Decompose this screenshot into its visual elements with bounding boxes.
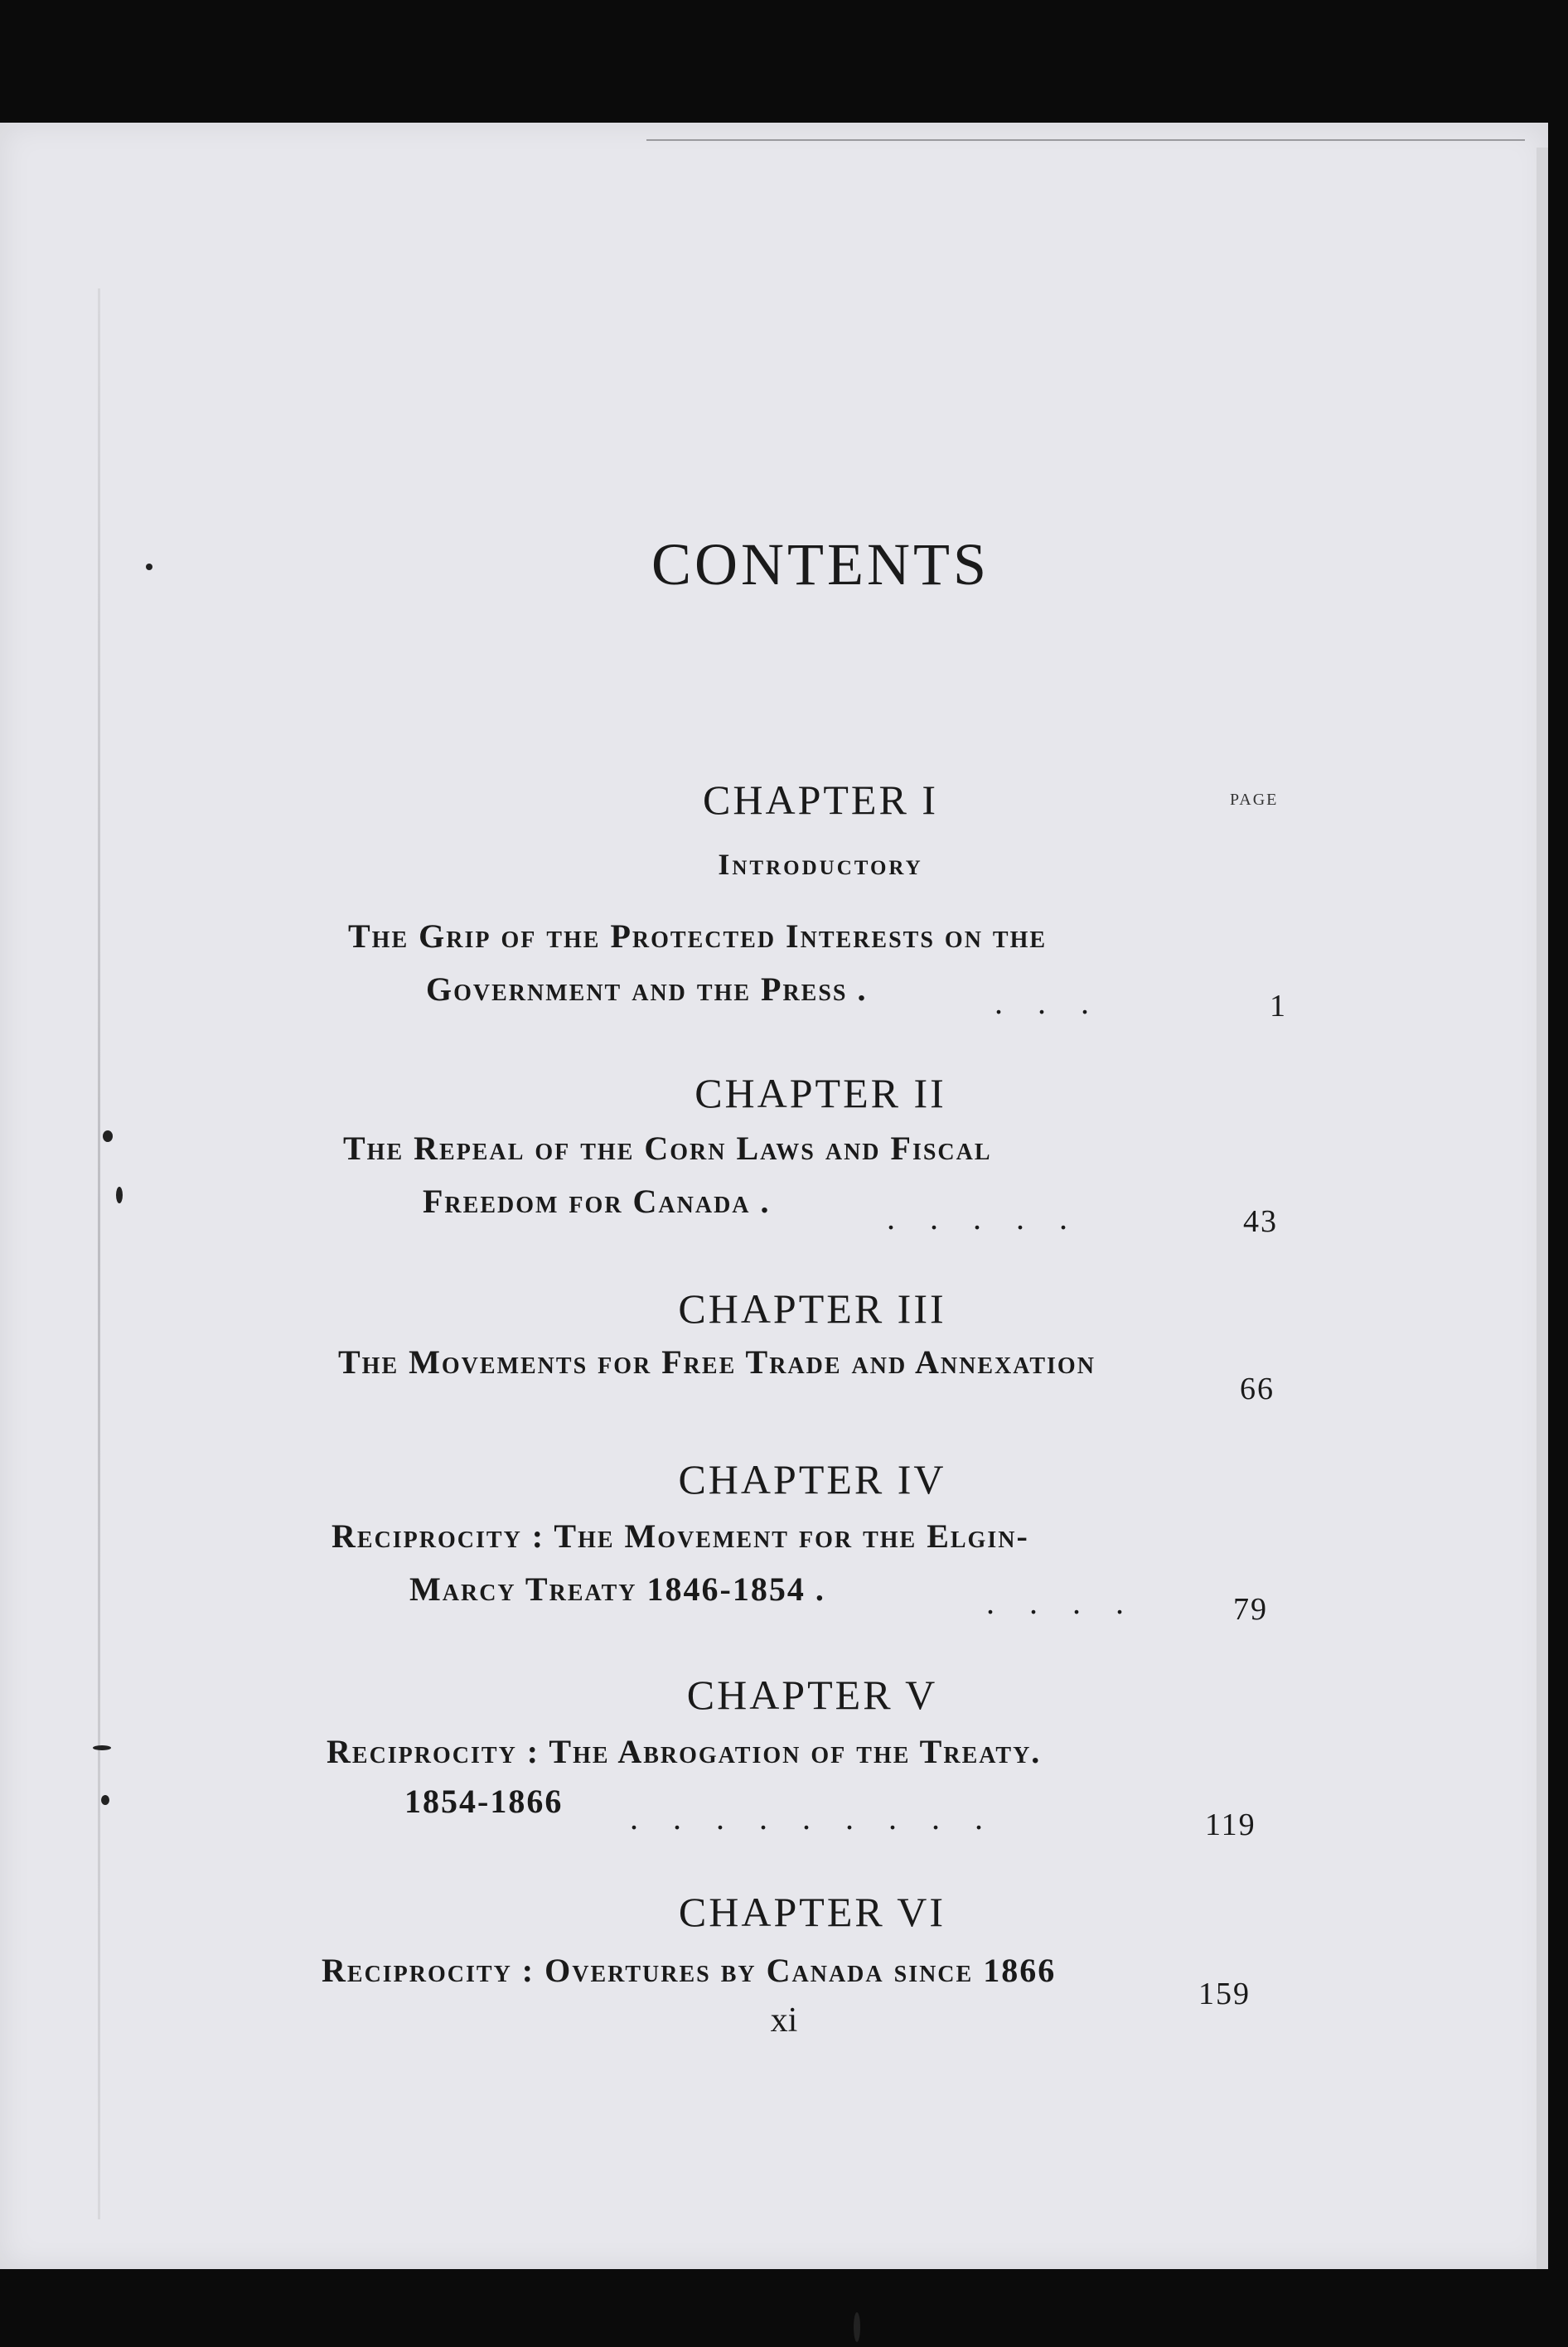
entry-line: 1854-1866 xyxy=(404,1783,564,1820)
chapter-heading: CHAPTER III xyxy=(678,1285,946,1332)
chapter-heading: CHAPTER V xyxy=(686,1672,938,1718)
speck xyxy=(103,1130,113,1142)
entry-line: The Grip of the Protected Interests on the xyxy=(348,917,1048,955)
speck xyxy=(93,1745,111,1750)
top-edge-rule xyxy=(646,139,1525,141)
entry-line: Reciprocity : Overtures by Canada since 1866 xyxy=(322,1952,1057,1989)
speck xyxy=(116,1187,123,1203)
dot-leaders: ..... xyxy=(887,1199,1102,1236)
page-title: CONTENTS xyxy=(651,531,990,598)
chapter-heading: CHAPTER IV xyxy=(678,1456,946,1503)
chapter-heading: CHAPTER II xyxy=(694,1070,946,1116)
speck xyxy=(854,2312,860,2342)
page-edge xyxy=(1537,148,1548,2269)
entry-line: Freedom for Canada . xyxy=(423,1183,771,1220)
book-page xyxy=(0,123,1548,2269)
entry-line: Government and the Press . xyxy=(426,970,868,1008)
page-number: 43 xyxy=(1243,1204,1278,1239)
entry-line: Reciprocity : The Abrogation of the Treaty. xyxy=(327,1733,1042,1770)
chapter-subtitle: Introductory xyxy=(718,848,923,881)
page-number: 79 xyxy=(1233,1592,1268,1627)
page-number: 66 xyxy=(1240,1372,1275,1406)
entry-line: The Movements for Free Trade and Annexation xyxy=(338,1343,1096,1381)
page-number: 119 xyxy=(1205,1807,1256,1842)
entry-line: Marcy Treaty 1846-1854 . xyxy=(409,1570,825,1608)
speck xyxy=(101,1795,109,1805)
dot-leaders: .... xyxy=(986,1584,1159,1621)
page-number: 1 xyxy=(1270,989,1287,1023)
page-column-label: PAGE xyxy=(1230,791,1279,809)
page-number: 159 xyxy=(1198,1977,1251,2011)
dot-leaders: ... xyxy=(995,984,1124,1021)
entry-line: The Repeal of the Corn Laws and Fiscal xyxy=(343,1130,992,1167)
dot-leaders: ......... xyxy=(630,1799,1018,1836)
chapter-heading: CHAPTER I xyxy=(703,777,938,823)
page-folio: xi xyxy=(770,2001,798,2040)
entry-line: Reciprocity : The Movement for the Elgin- xyxy=(332,1517,1029,1555)
chapter-heading: CHAPTER VI xyxy=(678,1889,946,1935)
